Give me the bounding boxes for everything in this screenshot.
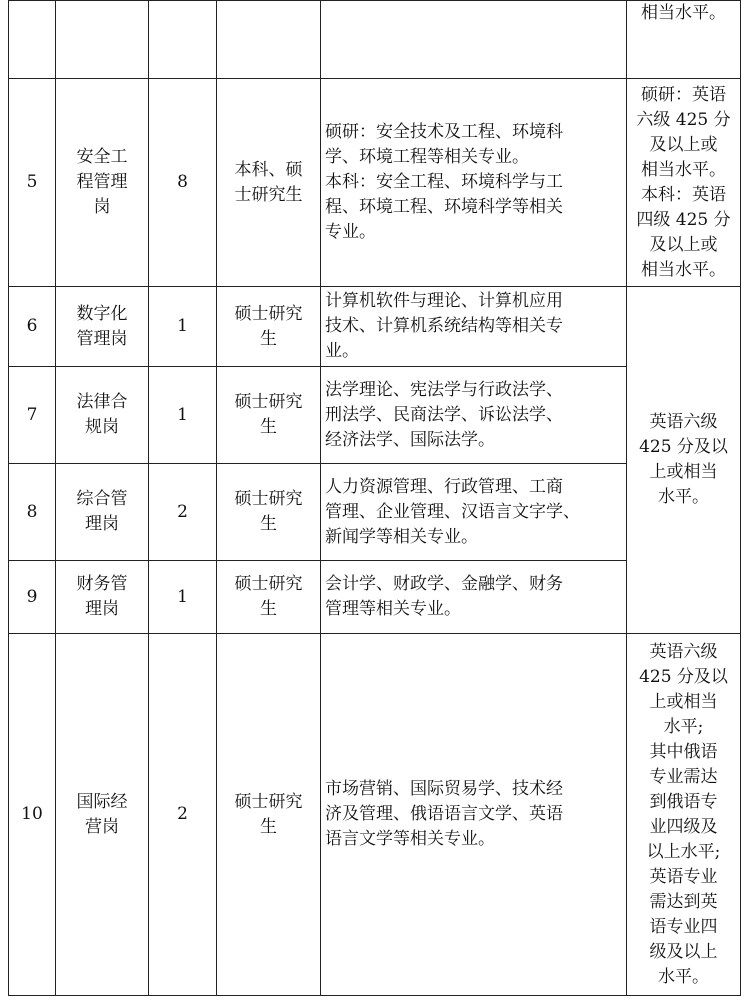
requirement-line: 本科：英语 bbox=[641, 184, 726, 205]
education-line: 本科、硕 bbox=[234, 159, 303, 180]
position-line: 法律合 bbox=[76, 392, 128, 412]
position-cell bbox=[56, 367, 149, 464]
requirement-line: 以上水平; bbox=[646, 841, 721, 862]
requirement-line: 需达到英 bbox=[649, 891, 718, 912]
row-number-cell: 5 bbox=[9, 79, 56, 287]
major-line: 市场营销、国际贸易学、技术经 bbox=[325, 779, 563, 799]
count-cell: 2 bbox=[149, 464, 217, 561]
merged-requirement-cell bbox=[627, 287, 741, 634]
requirement-line: 425 分及以 bbox=[639, 666, 728, 687]
requirement-line: 英语六级 bbox=[649, 412, 718, 432]
major-line: 计算机软件与理论、计算机应用 bbox=[325, 291, 563, 311]
requirement-line: 及以上或 bbox=[649, 134, 718, 155]
education-cell bbox=[217, 634, 321, 996]
requirement-line: 级及以上 bbox=[649, 941, 718, 962]
major-line: 本科：安全工程、环境科学与工 bbox=[325, 172, 563, 192]
count-cell: 1 bbox=[149, 367, 217, 464]
education-line: 生 bbox=[260, 816, 277, 837]
education-line: 硕士研究 bbox=[234, 392, 303, 412]
position-line: 管理岗 bbox=[76, 328, 128, 349]
education-cell bbox=[217, 287, 321, 367]
requirement-cell bbox=[627, 79, 741, 287]
education-line: 硕士研究 bbox=[234, 489, 303, 509]
major-line: 管理、企业管理、汉语言文字学、 bbox=[325, 501, 580, 522]
education-line: 硕士研究 bbox=[234, 303, 303, 324]
row-number-cell: 9 bbox=[9, 561, 56, 634]
position-cell bbox=[56, 561, 149, 634]
education-cell bbox=[217, 367, 321, 464]
requirement-line: 其中俄语 bbox=[649, 741, 718, 762]
count-cell: 8 bbox=[149, 79, 217, 287]
education-line: 生 bbox=[260, 328, 277, 349]
major-line: 硕研：安全技术及工程、环境科 bbox=[325, 122, 563, 142]
requirement-line: 上或相当 bbox=[649, 462, 718, 482]
table-row-continued bbox=[9, 1, 741, 79]
count-cell: 1 bbox=[149, 287, 217, 367]
requirement-line: 及以上或 bbox=[649, 234, 718, 255]
requirement-line: 相当水平。 bbox=[641, 259, 726, 280]
count-cell: 2 bbox=[149, 634, 217, 996]
major-line: 学、环境工程等相关专业。 bbox=[325, 147, 529, 167]
major-cell bbox=[321, 634, 627, 996]
recruitment-table-page bbox=[8, 0, 740, 995]
major-line: 业。 bbox=[325, 341, 359, 361]
count-cell bbox=[149, 1, 217, 79]
requirement-line: 相当水平。 bbox=[641, 159, 726, 180]
row-number-cell: 8 bbox=[9, 464, 56, 561]
education-line: 生 bbox=[260, 514, 277, 534]
position-line: 数字化 bbox=[76, 303, 128, 324]
education-line: 生 bbox=[260, 599, 277, 619]
education-line: 硕士研究 bbox=[234, 791, 303, 812]
requirement-line: 425 分及以 bbox=[639, 437, 728, 457]
major-line: 会计学、财政学、金融学、财务 bbox=[325, 574, 563, 594]
major-line: 专业。 bbox=[325, 222, 376, 242]
position-line: 理岗 bbox=[85, 599, 119, 619]
position-line: 理岗 bbox=[85, 514, 119, 534]
education-line: 硕士研究 bbox=[234, 574, 303, 594]
position-line: 国际经 bbox=[76, 791, 128, 812]
major-cell bbox=[321, 464, 627, 561]
major-line: 经济法学、国际法学。 bbox=[325, 429, 495, 450]
requirement-line: 硕研：英语 bbox=[641, 84, 726, 105]
requirement-line: 到俄语专 bbox=[649, 791, 718, 812]
requirement-line: 语专业四 bbox=[649, 916, 718, 937]
major-cell bbox=[321, 561, 627, 634]
major-cell bbox=[321, 287, 627, 367]
row-number-cell: 7 bbox=[9, 367, 56, 464]
requirement-line: 专业需达 bbox=[649, 766, 718, 787]
requirement-line: 水平。 bbox=[658, 966, 709, 987]
position-cell bbox=[56, 287, 149, 367]
position-line: 综合管 bbox=[76, 489, 128, 509]
education-cell bbox=[217, 464, 321, 561]
education-cell bbox=[217, 1, 321, 79]
major-line: 刑法学、民商法学、诉讼法学、 bbox=[325, 404, 563, 425]
requirement-line: 业四级及 bbox=[649, 816, 718, 837]
major-line: 法学理论、宪法学与行政法学、 bbox=[325, 379, 563, 400]
position-line: 规岗 bbox=[85, 417, 119, 437]
recruitment-table bbox=[8, 0, 741, 996]
position-cell bbox=[56, 1, 149, 79]
major-line: 语言文学等相关专业。 bbox=[325, 829, 495, 849]
requirement-line: 水平; bbox=[663, 716, 704, 737]
requirement-line: 上或相当 bbox=[649, 691, 718, 712]
requirement-line: 英语六级 bbox=[649, 641, 718, 662]
requirement-line: 英语专业 bbox=[649, 866, 718, 887]
count-cell: 1 bbox=[149, 561, 217, 634]
position-cell bbox=[56, 634, 149, 996]
major-line: 新闻学等相关专业。 bbox=[325, 526, 478, 547]
major-line: 人力资源管理、行政管理、工商 bbox=[325, 476, 563, 497]
position-line: 营岗 bbox=[85, 816, 119, 837]
major-cell bbox=[321, 79, 627, 287]
table-row bbox=[9, 79, 741, 287]
position-cell bbox=[56, 79, 149, 287]
major-line: 程、环境工程、环境科学等相关 bbox=[325, 197, 563, 217]
education-cell bbox=[217, 561, 321, 634]
position-cell bbox=[56, 464, 149, 561]
requirement-line: 四级 425 分 bbox=[636, 209, 731, 230]
major-line: 济及管理、俄语语言文学、英语 bbox=[325, 804, 563, 824]
position-line: 安全工 bbox=[76, 147, 128, 167]
position-line: 财务管 bbox=[76, 574, 128, 594]
major-line: 技术、计算机系统结构等相关专 bbox=[325, 316, 563, 336]
table-row bbox=[9, 634, 741, 996]
row-number-cell: 10 bbox=[9, 634, 56, 996]
requirement-cell: 相当水平。 bbox=[627, 1, 741, 79]
major-cell bbox=[321, 367, 627, 464]
row-number-cell: 6 bbox=[9, 287, 56, 367]
major-line: 管理等相关专业。 bbox=[325, 599, 461, 619]
education-cell bbox=[217, 79, 321, 287]
education-line: 士研究生 bbox=[234, 184, 303, 205]
education-line: 生 bbox=[260, 417, 277, 437]
position-line: 程管理 bbox=[76, 172, 128, 192]
position-line: 岗 bbox=[93, 197, 111, 217]
row-number-cell bbox=[9, 1, 56, 79]
requirement-cell bbox=[627, 634, 741, 996]
table-row bbox=[9, 287, 741, 367]
requirement-line: 水平。 bbox=[658, 487, 709, 507]
major-cell bbox=[321, 1, 627, 79]
requirement-line: 六级 425 分 bbox=[636, 109, 731, 130]
